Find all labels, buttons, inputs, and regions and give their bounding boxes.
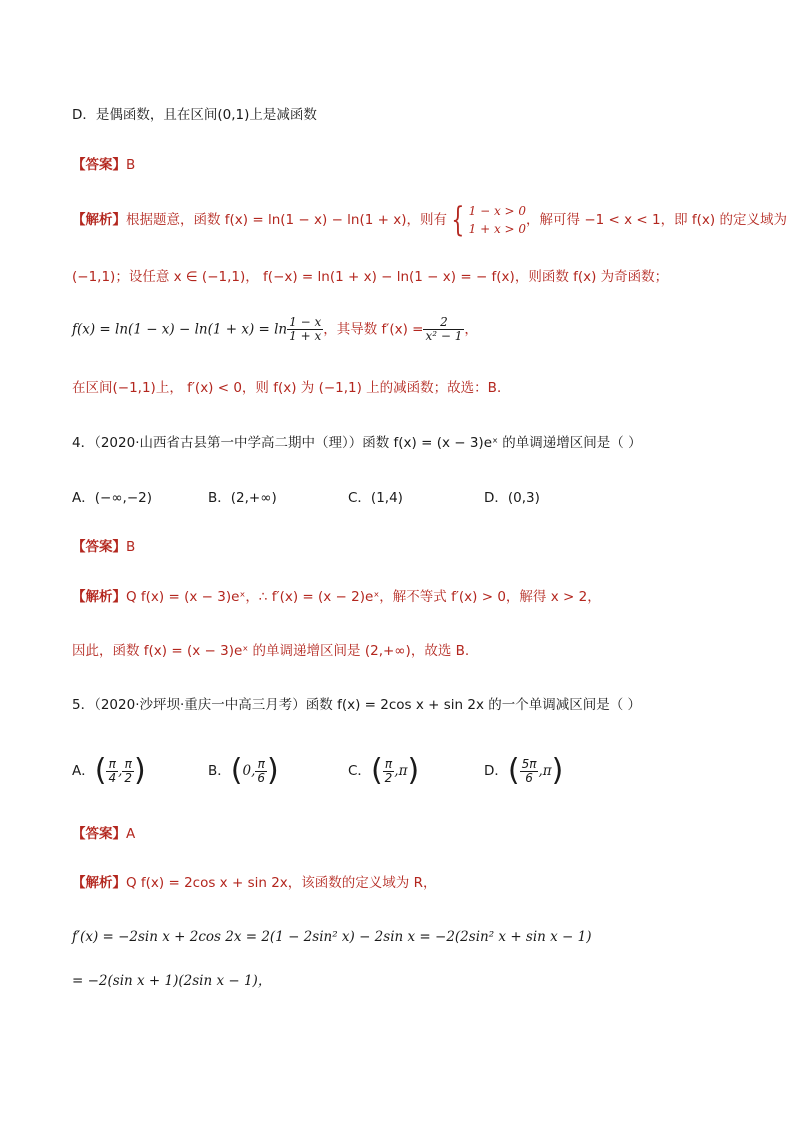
- solution-3-line-1: [72, 200, 787, 246]
- suffix: ,π: [538, 763, 552, 779]
- answer-tag: 【答案】: [72, 539, 126, 555]
- right-paren: ): [134, 753, 146, 788]
- left-paren: (: [94, 753, 107, 788]
- solution-5-line-1: [72, 872, 734, 894]
- option-d: D．(0,3): [484, 490, 540, 506]
- question-5: 5．（2020·沙坪坝·重庆一中高三月考）函数 f(x) = 2cos x + sin 2x 的一个单调减区间是（ ）: [72, 697, 642, 713]
- solution-3-line-3: [72, 316, 734, 352]
- question-4: 4．（2020·山西省古县第一中学高二期中（理））函数 f(x) = (x − 3)eˣ 的单调递增区间是（ ）: [72, 435, 642, 451]
- numerator: 5π: [521, 756, 537, 771]
- prefix: 0,: [242, 763, 256, 779]
- fraction: [106, 758, 118, 785]
- answer-4: [72, 536, 734, 558]
- denominator: 2: [124, 770, 133, 785]
- solution-5-line-2: f′(x) = −2sin x + 2cos 2x = 2(1 − 2sin² x) − 2sin x = −2(2sin² x + sin x − 1): [72, 929, 592, 945]
- fraction: [122, 758, 134, 785]
- right-paren: ): [267, 753, 279, 788]
- option-c: C．(1,4): [348, 490, 403, 506]
- fraction-numerator: 1 − x: [289, 315, 322, 329]
- derivative-label: ，其导数 f′(x) =: [323, 321, 424, 338]
- option-b: [208, 748, 279, 794]
- left-paren: (: [370, 753, 383, 788]
- numerator: π: [122, 758, 134, 772]
- answer-tag: 【答案】: [72, 826, 126, 842]
- fraction-derivative: [423, 316, 464, 343]
- solution-4-line-1: [72, 586, 734, 608]
- answer-3: [72, 154, 734, 176]
- solution-text: Q f(x) = 2cos x + sin 2x，该函数的定义域为 R，: [126, 875, 437, 891]
- fraction-numerator: 2: [423, 316, 464, 330]
- left-paren: (: [230, 753, 243, 788]
- right-paren: ): [407, 753, 420, 788]
- option-label: D．: [484, 763, 508, 779]
- left-paren: (: [507, 753, 520, 788]
- option-label: C．: [348, 763, 371, 779]
- option-label: A．: [72, 763, 95, 779]
- suffix: ,π: [394, 763, 408, 779]
- fraction: [383, 758, 395, 785]
- question-5-options: [72, 748, 734, 794]
- right-paren: ): [551, 753, 564, 788]
- solution-5-line-3: = −2(sin x + 1)(2sin x − 1)，: [72, 973, 272, 989]
- denominator: 4: [108, 770, 117, 785]
- solution-3-line-4: 在区间(−1,1)上， f′(x) < 0，则 f(x) 为 (−1,1) 上的减函数；故选：B．: [72, 380, 511, 396]
- system-brace: {: [451, 200, 465, 240]
- fraction: [255, 758, 267, 785]
- inequality-system: [469, 202, 526, 238]
- denominator: 6: [257, 770, 266, 785]
- option-d: [484, 748, 563, 794]
- solution-tag: 【解析】: [72, 875, 126, 891]
- option-c: [348, 748, 419, 794]
- solution-text: 根据题意，函数 f(x) = ln(1 − x) − ln(1 + x)，则有: [126, 212, 447, 228]
- solution-text: Q f(x) = (x − 3)eˣ，∴ f′(x) = (x − 2)eˣ，解不等式 f′(x) > 0，解得 x > 2，: [126, 589, 601, 605]
- inequality-1: 1 − x > 0: [468, 204, 527, 218]
- fraction: [520, 758, 539, 785]
- log-expression: f(x) = ln(1 − x) − ln(1 + x) = ln: [72, 321, 288, 338]
- option-a: A．(−∞,−2): [72, 490, 153, 506]
- answer-tag: 【答案】: [72, 157, 126, 173]
- answer-value: B: [126, 539, 136, 555]
- answer-5: [72, 823, 734, 845]
- numerator: π: [255, 758, 267, 772]
- answer-value: B: [126, 157, 136, 173]
- option-a: A． ( $\frac{\pi}{4}$ , $\frac{\pi}{2}$ ): [72, 753, 146, 788]
- option-d-prev: D．是偶函数，且在区间(0,1)上是减函数: [72, 107, 317, 123]
- comma: ，: [464, 321, 478, 338]
- option-label: B．: [208, 763, 231, 779]
- solution-4-line-2: 因此，函数 f(x) = (x − 3)eˣ 的单调递增区间是 (2,+∞)，故选 B.: [72, 643, 470, 659]
- denominator: 6: [525, 770, 533, 785]
- numerator: π: [106, 758, 118, 772]
- solution-tag: 【解析】: [72, 589, 126, 605]
- denominator: 2: [384, 770, 393, 785]
- fraction-denominator: 1 + x: [289, 329, 322, 343]
- fraction-denominator: x² − 1: [425, 329, 463, 343]
- option-b: B．(2,+∞): [208, 490, 277, 506]
- solution-text-cont: ，解可得 −1 < x < 1，即 f(x) 的定义域为: [526, 212, 787, 228]
- answer-value: A: [126, 826, 136, 842]
- solution-3-line-2: (−1,1)；设任意 x ∈ (−1,1)， f(−x) = ln(1 + x) − ln(1 − x) = − f(x)，则函数 f(x) 为奇函数；: [72, 269, 669, 285]
- numerator: π: [383, 758, 395, 772]
- question-4-options: [72, 487, 734, 509]
- inequality-2: 1 + x > 0: [468, 222, 527, 236]
- solution-tag: 【解析】: [72, 212, 126, 228]
- fraction-log: [287, 316, 323, 343]
